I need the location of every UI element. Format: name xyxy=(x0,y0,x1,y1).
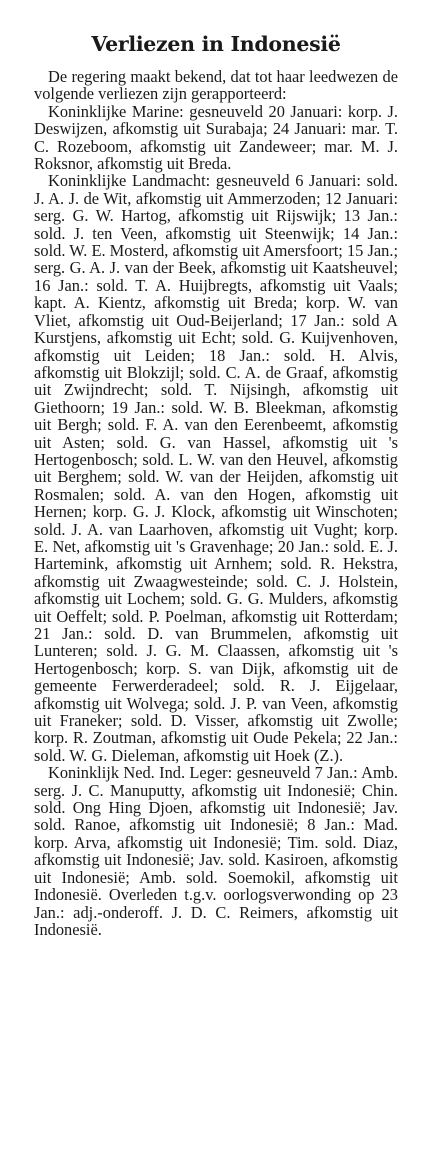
article-body xyxy=(34,68,398,938)
paragraph-intro: De regering maakt bekend, dat tot haar leedwezen de volgende verliezen zijn gerapporteerd: xyxy=(34,67,398,104)
paragraph-knil: Koninklijk Ned. Ind. Leger: gesneuveld 7 Jan.: Amb. serg. J. C. Manuputty, afkomstig uit Indonesië; Chin. sold. Ong Hing Djoen, afkomstig uit Indonesië; Jav. sold. Ranoe, afkomstig uit Indonesië; 8 Jan.: Mad. korp. Arva, afkomstig uit Indonesië; Tim. sold. Diaz, afkomstig uit Indonesië; Jav. sold. Kasiroen, afkomstig uit Indonesië; Amb. sold. Soemokil, afkomstig uit Indonesië. Overleden t.g.v. oorlogsverwonding op 23 Jan.: adj.-onderoff. J. D. C. Reimers, afkomstig uit Indonesië. xyxy=(34,763,398,939)
paragraph-landmacht: Koninklijke Landmacht: gesneuveld 6 Januari: sold. J. A. J. de Wit, afkomstig uit Ammerzoden; 12 Januari: serg. G. W. Hartog, afkomstig uit Rijswijk; 13 Jan.: sold. J. ten Veen, afkomstig uit Steenwijk; 14 Jan.: sold. W. E. Mosterd, afkomstig uit Amersfoort; 15 Jan.; serg. G. A. J. van der Beek, afkomstig uit Kaatsheuvel; 16 Jan.: sold. T. A. Huijbregts, afkomstig uit Vaals; kapt. A. Kientz, afkomstig uit Breda; korp. W. van Vliet, afkomstig uit Oud-Beijerland; 17 Jan.: sold A Kurstjens, afkomstig uit Echt; sold. G. Kuijvenhoven, afkomstig uit Leiden; 18 Jan.: sold. H. Alvis, afkomstig uit Blokzijl; sold. C. A. de Graaf, afkomstig uit Zwijndrecht; sold. T. Nijsingh, afkomstig uit Giethoorn; 19 Jan.: sold. W. B. Bleekman, afkomstig uit Bergh; sold. F. A. van den Eerenbeemt, afkomstig uit Asten; sold. G. van Hassel, afkomstig uit 's Hertogenbosch; sold. L. W. van den Heuvel, afkomstig uit Berghem; sold. W. van der Heijden, afkomstig uit Rosmalen; sold. A. van den Hogen, afkomstig uit Hernen; korp. G. J. Klock, afkomstig uit Winschoten; sold. J. A. van Laarhoven, afkomstig uit Vught; korp. E. Net, afkomstig uit 's Gravenhage; 20 Jan.: sold. E. J. Hartemink, afkomstig uit Arnhem; sold. R. Hekstra, afkomstig uit Zwaagwesteinde; sold. C. J. Holstein, afkomstig uit Lochem; sold. G. G. Mulders, afkomstig uit Oeffelt; sold. P. Poelman, afkomstig uit Rotterdam; 21 Jan.: sold. D. van Brummelen, afkomstig uit Lunteren; sold. J. G. M. Claassen, afkomstig uit 's Hertogenbosch; korp. S. van Dijk, afkomstig uit de gemeente Ferwerderadeel; sold. R. J. Eijgelaar, afkomstig uit Wolvega; sold. J. P. van Veen, afkomstig uit Franeker; sold. D. Visser, afkomstig uit Zwolle; korp. R. Zoutman, afkomstig uit Oude Pekela; 22 Jan.: sold. W. G. Dieleman, afkomstig uit Hoek (Z.). xyxy=(34,171,398,765)
article-headline: Verliezen in Indonesië xyxy=(91,32,341,56)
paragraph-marine: Koninklijke Marine: gesneuveld 20 Januari: korp. J. Deswijzen, afkomstig uit Surabaja; 24 Januari: mar. T. C. Rozeboom, afkomstig uit Zandeweer; mar. M. J. Roksnor, afkomstig uit Breda. xyxy=(34,101,398,174)
